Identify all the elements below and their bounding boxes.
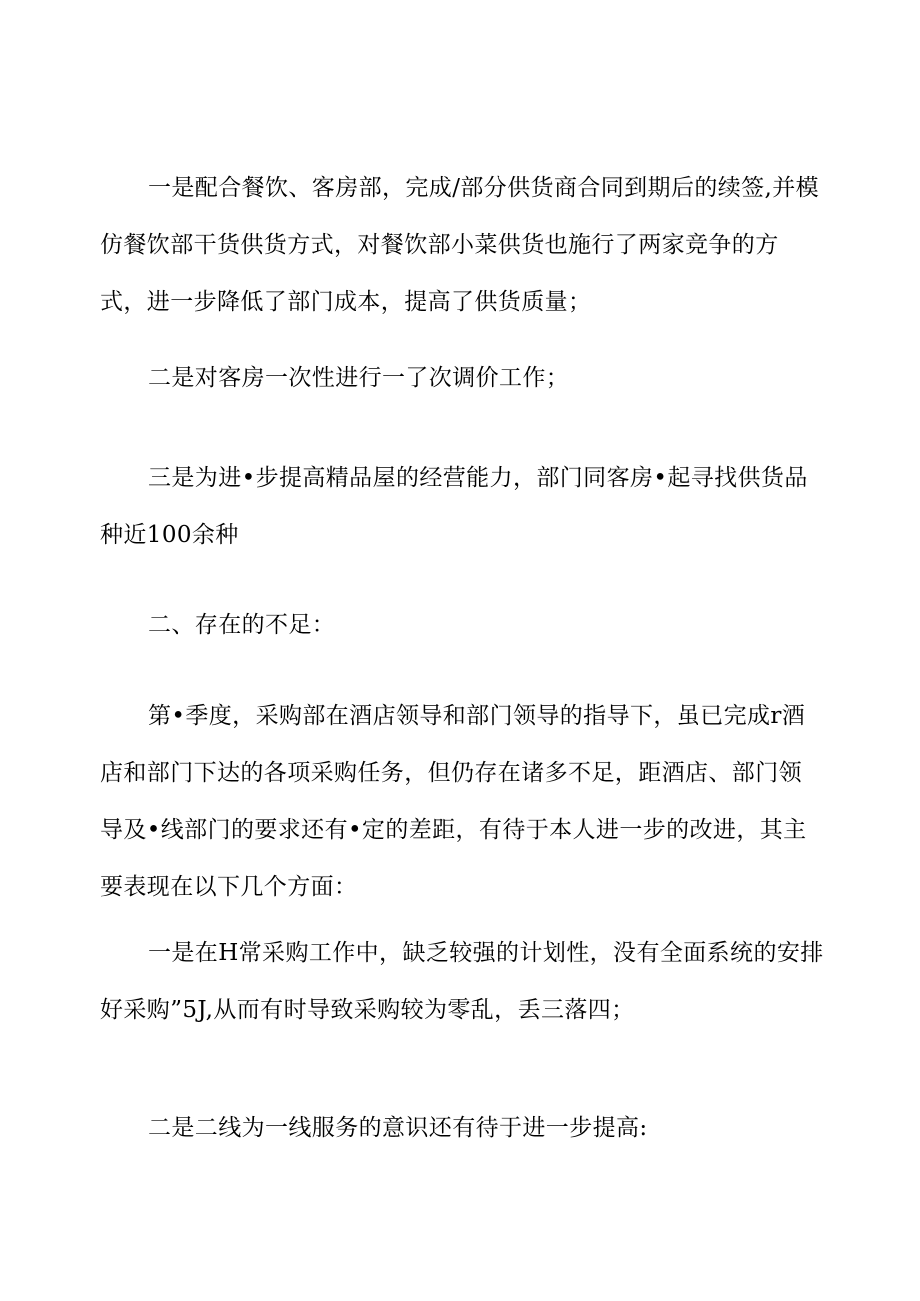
paragraph-quarter-summary: 第•季度，采购部在酒店领导和部门领导的指导下，虽已完成r酒店和部门下达的各项采购任务，但仍存在诸多不足，距酒店、部门领导及•线部门的要求还有•定的差距，有待于本人进一步的改进，其主要表现在以下几个方面： [100,703,807,900]
paragraph-planning-issue: 一是在H常采购工作中，缺乏较强的计划性，没有全面系统的安排好采购”5J,从而有时导致采购较为零乱，丢三落四； [100,940,824,1023]
paragraph-price-adjustment: 二是对客房一次性进行一了次调价工作； [148,365,570,391]
paragraph-contract-renewal: 一是配合餐饮、客房部，完成/部分供货商合同到期后的续签,并模仿餐饮部干货供货方式，对餐饮部小菜供货也施行了两家竞争的方式，进一步降低了部门成本，提高了供货质量； [100,175,820,315]
paragraph-service-awareness: 二是二线为一线服务的意识还有待于进一步提高: [148,1115,648,1141]
section-heading-shortcomings: 二、存在的不足： [148,612,336,638]
paragraph-boutique-supply: 三是为进•步提高精品屋的经营能力，部门同客房•起寻找供货品种近100余种 [100,465,808,548]
